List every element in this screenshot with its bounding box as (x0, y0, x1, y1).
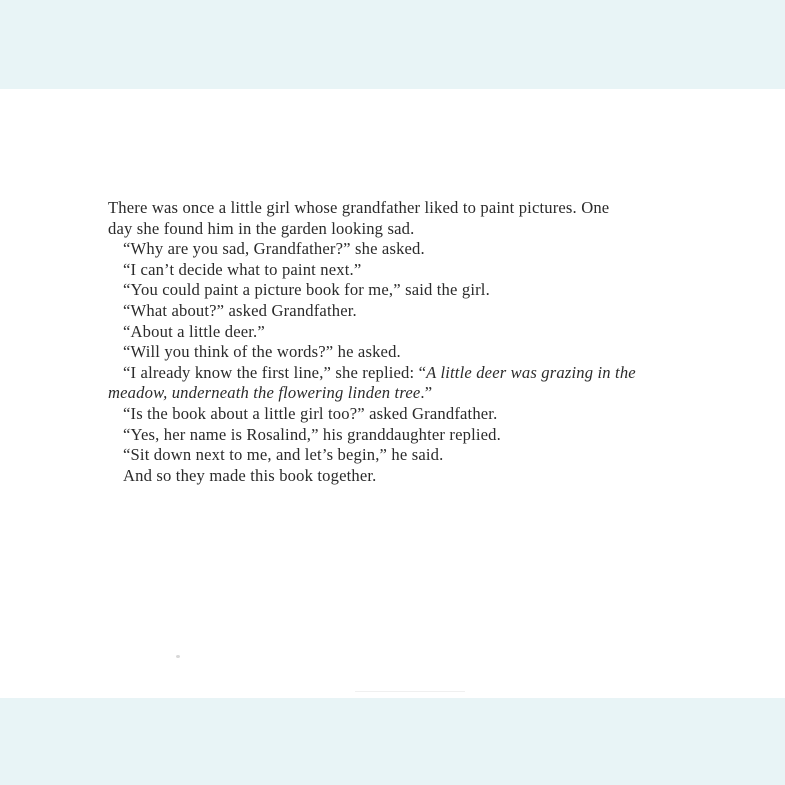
page-smudge-mark (176, 655, 180, 658)
quote-italic-text: A little deer was grazing in the meadow, underneath the flowering linden tree (108, 362, 636, 403)
paragraph-dialogue-5: “About a little deer.” (123, 321, 265, 341)
story-text-column (108, 198, 638, 486)
paragraph-dialogue-6: “Will you think of the words?” he asked. (123, 342, 401, 362)
paragraph-closing: And so they made this book together. (123, 465, 377, 485)
paragraph-dialogue-3: “You could paint a picture book for me,” said the girl. (123, 280, 490, 300)
paragraph-opening: There was once a little girl whose grandfather liked to paint pictures. One day she found him in the garden looking sad. (108, 198, 610, 238)
paragraph-dialogue-1: “Why are you sad, Grandfather?” she asked. (123, 239, 425, 259)
paragraph-dialogue-4: “What about?” asked Grandfather. (123, 300, 357, 320)
quote-tail-text: .” (420, 383, 433, 403)
page-faint-line (355, 691, 465, 692)
paragraph-dialogue-8: “Is the book about a little girl too?” asked Grandfather. (123, 403, 498, 423)
quote-lead-text: “I already know the first line,” she replied: “ (123, 362, 427, 382)
book-page-sheet (0, 89, 785, 698)
paragraph-dialogue-10: “Sit down next to me, and let’s begin,” he said. (123, 445, 444, 465)
paragraph-dialogue-9: “Yes, her name is Rosalind,” his granddaughter replied. (123, 424, 501, 444)
paragraph-dialogue-quote (108, 363, 638, 404)
paragraph-dialogue-2: “I can’t decide what to paint next.” (123, 259, 362, 279)
